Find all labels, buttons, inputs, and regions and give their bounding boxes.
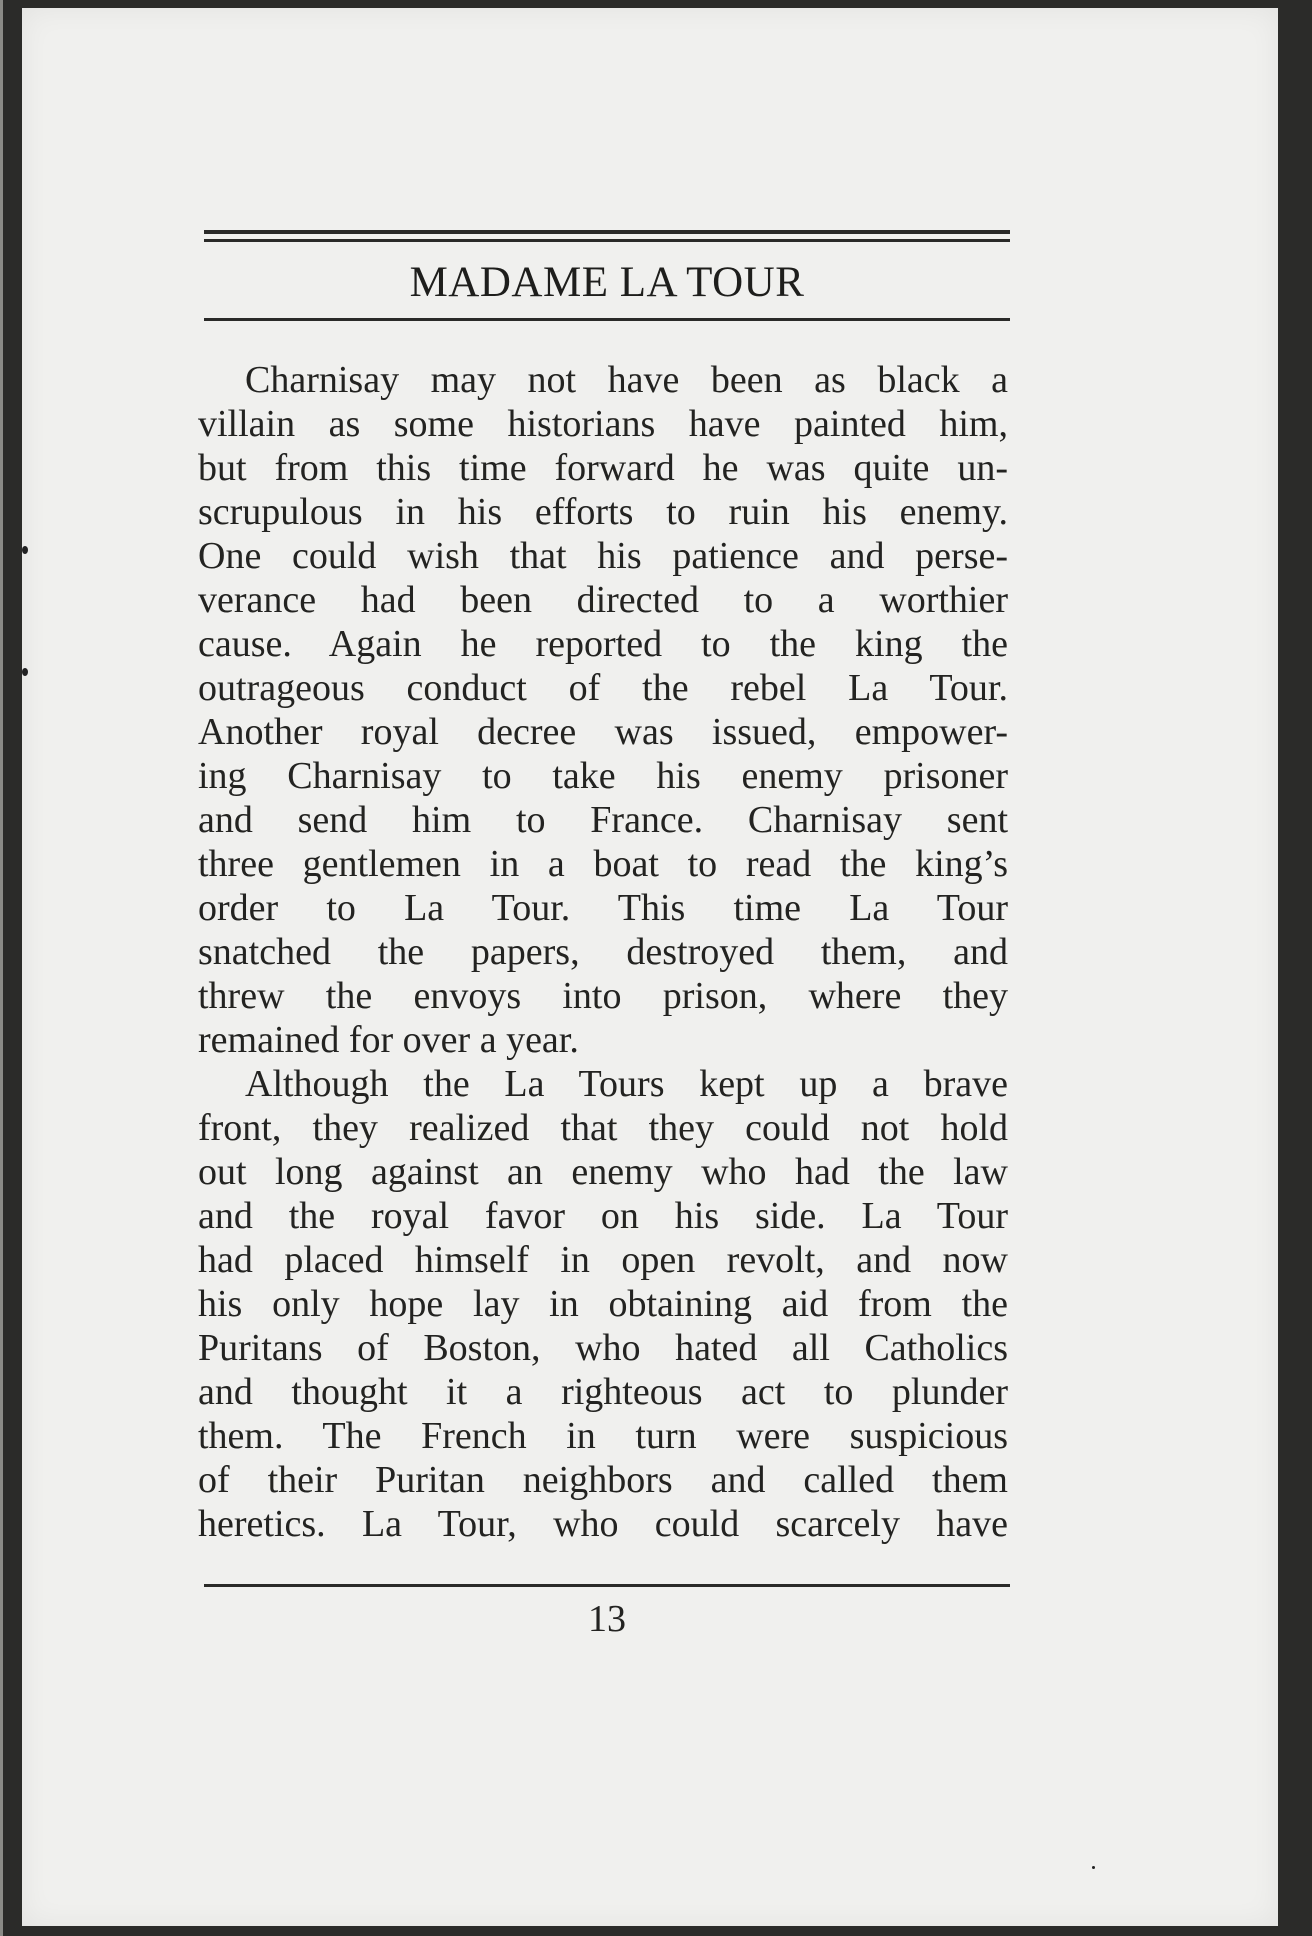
text-line: had placed himself in open revolt, and now xyxy=(198,1239,1008,1281)
scan-edge xyxy=(0,0,3,1936)
text-line: villain as some historians have painted him, xyxy=(198,403,1008,445)
scan-speck xyxy=(22,668,28,676)
header-rule xyxy=(204,318,1010,321)
text-line: Charnisay may not have been as black a xyxy=(245,359,1008,401)
scan-speck xyxy=(1092,1866,1095,1869)
header-double-rule xyxy=(204,230,1010,242)
text-line: outrageous conduct of the rebel La Tour. xyxy=(198,667,1008,709)
text-line: heretics. La Tour, who could scarcely have xyxy=(198,1503,1008,1545)
text-line: of their Puritan neighbors and called them xyxy=(198,1459,1008,1501)
text-line: One could wish that his patience and perse- xyxy=(198,535,1008,577)
body-text xyxy=(198,358,1008,1546)
text-line: scrupulous in his efforts to ruin his enemy. xyxy=(198,491,1008,533)
text-line: ing Charnisay to take his enemy prisoner xyxy=(198,755,1008,797)
text-line: and send him to France. Charnisay sent xyxy=(198,799,1008,841)
text-line: Puritans of Boston, who hated all Catholics xyxy=(198,1327,1008,1369)
text-line: order to La Tour. This time La Tour xyxy=(198,887,1008,929)
text-line: three gentlemen in a boat to read the king’s xyxy=(198,843,1008,885)
text-line: Although the La Tours kept up a brave xyxy=(245,1063,1008,1105)
text-line: verance had been directed to a worthier xyxy=(198,579,1008,621)
text-line: them. The French in turn were suspicious xyxy=(198,1415,1008,1457)
text-line: cause. Again he reported to the king the xyxy=(198,623,1008,665)
text-line: out long against an enemy who had the law xyxy=(198,1151,1008,1193)
text-line: and thought it a righteous act to plunder xyxy=(198,1371,1008,1413)
scan-speck xyxy=(22,546,28,554)
running-head: MADAME LA TOUR xyxy=(409,259,805,306)
text-line: and the royal favor on his side. La Tour xyxy=(198,1195,1008,1237)
text-line: Another royal decree was issued, empower- xyxy=(198,711,1008,753)
text-line: remained for over a year. xyxy=(198,1019,579,1061)
page-number: 13 xyxy=(588,1598,626,1640)
text-line: threw the envoys into prison, where they xyxy=(198,975,1008,1017)
text-line: front, they realized that they could not hold xyxy=(198,1107,1008,1149)
text-line: his only hope lay in obtaining aid from the xyxy=(198,1283,1008,1325)
text-line: snatched the papers, destroyed them, and xyxy=(198,931,1008,973)
footer-rule xyxy=(204,1584,1010,1587)
text-line: but from this time forward he was quite un- xyxy=(198,447,1008,489)
